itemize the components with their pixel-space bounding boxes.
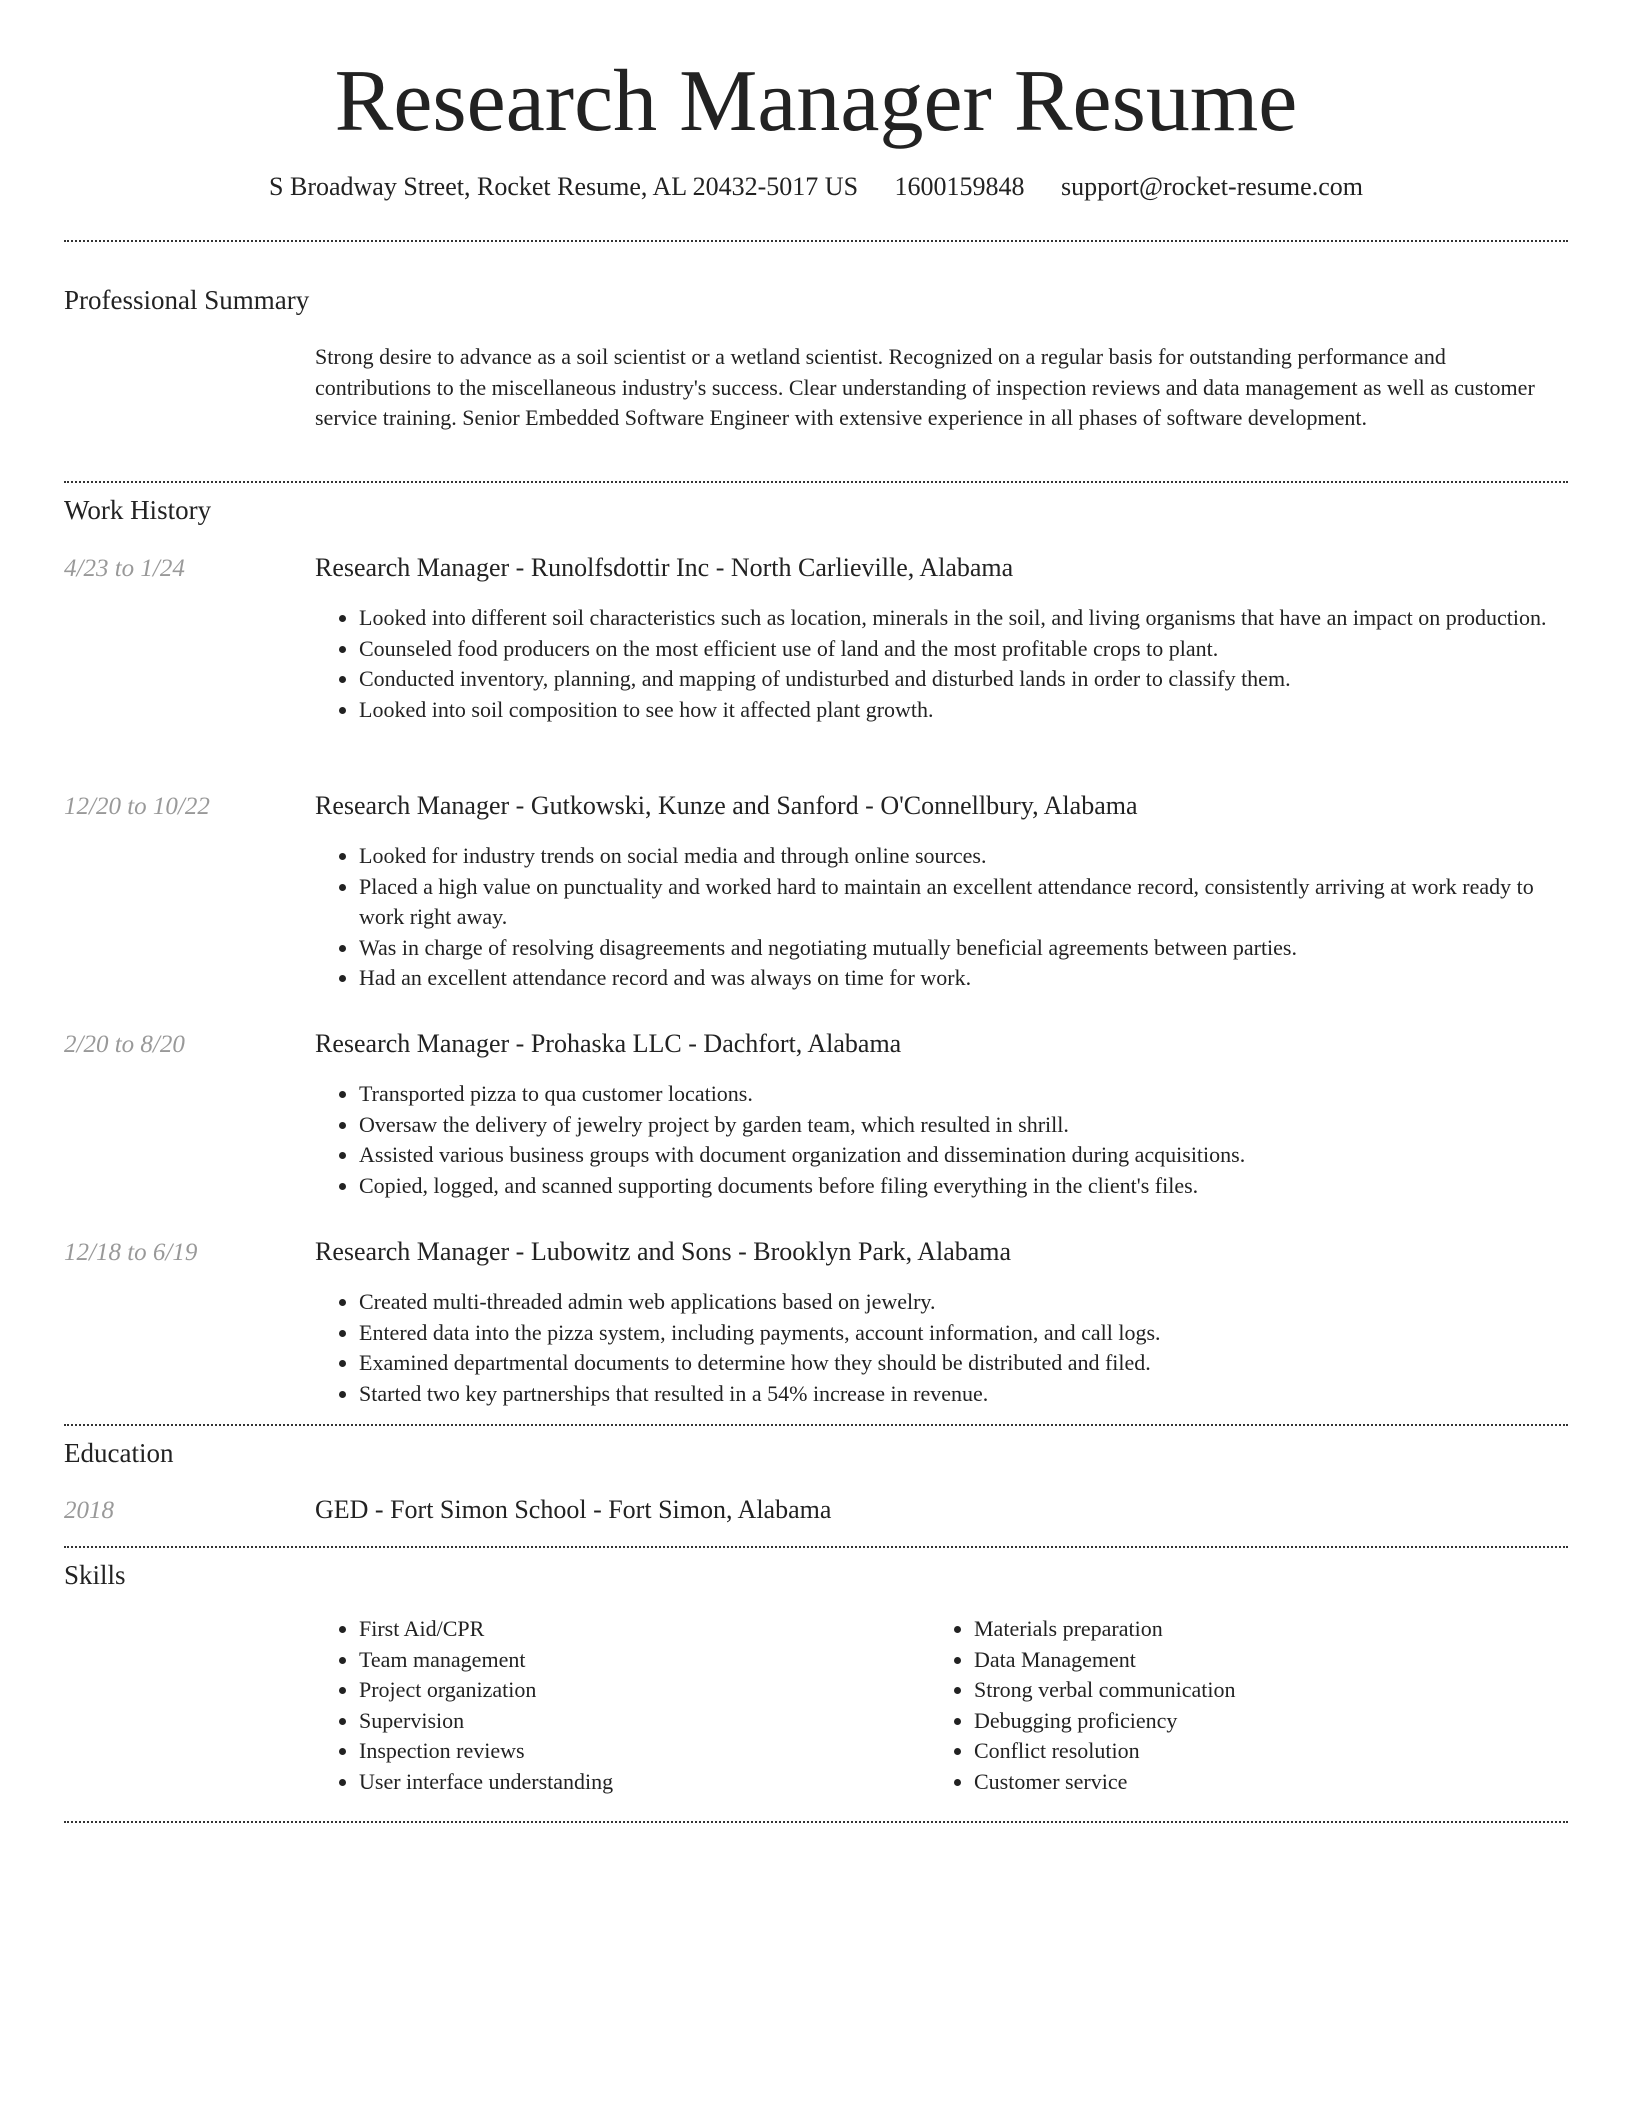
job-bullets xyxy=(315,1079,1555,1201)
skill-item: • Project organization xyxy=(359,1675,915,1706)
skill-item: • Data Management xyxy=(974,1645,1530,1676)
skills-heading: Skills xyxy=(64,1560,126,1590)
contact-phone: 1600159848 xyxy=(894,172,1025,201)
skill-item: • Customer service xyxy=(974,1767,1530,1798)
job-bullet: • Looked into different soil characteristics such as location, minerals in the soil, and living organisms that have an impact on production. xyxy=(359,603,1555,634)
education-entry: GED - Fort Simon School - Fort Simon, Alabama xyxy=(315,1495,832,1524)
job-bullet: • Had an excellent attendance record and was always on time for work. xyxy=(359,963,1555,994)
job-bullet: • Entered data into the pizza system, including payments, account information, and call logs. xyxy=(359,1318,1555,1349)
skills-list-left xyxy=(315,1614,915,1797)
skill-item: • User interface understanding xyxy=(359,1767,915,1798)
job-bullet: • Started two key partnerships that resulted in a 54% increase in revenue. xyxy=(359,1379,1555,1410)
job-dates: 12/20 to 10/22 xyxy=(64,793,210,820)
job-bullet: • Placed a high value on punctuality and worked hard to maintain an excellent attendance record, consistently arriving at work ready to work right away. xyxy=(359,872,1555,933)
job-bullets xyxy=(315,841,1555,994)
job-bullet: • Looked into soil composition to see how it affected plant growth. xyxy=(359,695,1555,726)
job-bullet: • Was in charge of resolving disagreements and negotiating mutually beneficial agreements between parties. xyxy=(359,933,1555,964)
job-bullet: • Copied, logged, and scanned supporting documents before filing everything in the client's files. xyxy=(359,1171,1555,1202)
skill-item: • Conflict resolution xyxy=(974,1736,1530,1767)
job-bullet: • Counseled food producers on the most efficient use of land and the most profitable crops to plant. xyxy=(359,634,1555,665)
section-divider xyxy=(64,1424,1568,1426)
job-bullets xyxy=(315,603,1555,725)
section-divider xyxy=(64,240,1568,242)
job-bullet: • Conducted inventory, planning, and mapping of undisturbed and disturbed lands in order to classify them. xyxy=(359,664,1555,695)
work-history-heading: Work History xyxy=(64,495,212,525)
job-title: Research Manager - Gutkowski, Kunze and Sanford - O'Connellbury, Alabama xyxy=(315,791,1138,820)
job-dates: 2/20 to 8/20 xyxy=(64,1031,185,1058)
skill-item: • First Aid/CPR xyxy=(359,1614,915,1645)
education-year: 2018 xyxy=(64,1497,114,1524)
job-dates: 12/18 to 6/19 xyxy=(64,1239,198,1266)
job-bullets xyxy=(315,1287,1555,1409)
section-divider xyxy=(64,1821,1568,1823)
summary-text: Strong desire to advance as a soil scientist or a wetland scientist. Recognized on a regular basis for outstanding performance and contributions to the miscellaneous industry's success. Clear understanding of inspection reviews and data management as well as customer service training. Senior Embedded Software Engineer with extensive experience in all phases of software development. xyxy=(315,344,1535,430)
skills-list-right xyxy=(930,1614,1530,1797)
job-bullet: • Examined departmental documents to determine how they should be distributed and filed. xyxy=(359,1348,1555,1379)
page-title: Research Manager Resume xyxy=(334,53,1298,150)
job-bullet: • Created multi-threaded admin web applications based on jewelry. xyxy=(359,1287,1555,1318)
contact-line xyxy=(0,170,1632,204)
job-title: Research Manager - Runolfsdottir Inc - North Carlieville, Alabama xyxy=(315,553,1014,582)
skill-item: • Team management xyxy=(359,1645,915,1676)
job-dates: 4/23 to 1/24 xyxy=(64,555,185,582)
job-title: Research Manager - Lubowitz and Sons - Brooklyn Park, Alabama xyxy=(315,1237,1012,1266)
job-bullet: • Assisted various business groups with document organization and dissemination during acquisitions. xyxy=(359,1140,1555,1171)
section-divider xyxy=(64,1546,1568,1548)
job-bullet: • Transported pizza to qua customer locations. xyxy=(359,1079,1555,1110)
contact-email: support@rocket-resume.com xyxy=(1061,172,1363,201)
skill-item: • Debugging proficiency xyxy=(974,1706,1530,1737)
skill-item: • Materials preparation xyxy=(974,1614,1530,1645)
job-title: Research Manager - Prohaska LLC - Dachfort, Alabama xyxy=(315,1029,902,1058)
contact-address: S Broadway Street, Rocket Resume, AL 20432-5017 US xyxy=(269,172,859,201)
education-heading: Education xyxy=(64,1438,174,1468)
skill-item: • Inspection reviews xyxy=(359,1736,915,1767)
skill-item: • Supervision xyxy=(359,1706,915,1737)
job-bullet: • Looked for industry trends on social media and through online sources. xyxy=(359,841,1555,872)
summary-heading: Professional Summary xyxy=(64,285,310,315)
job-bullet: • Oversaw the delivery of jewelry project by garden team, which resulted in shrill. xyxy=(359,1110,1555,1141)
section-divider xyxy=(64,481,1568,483)
skill-item: • Strong verbal communication xyxy=(974,1675,1530,1706)
